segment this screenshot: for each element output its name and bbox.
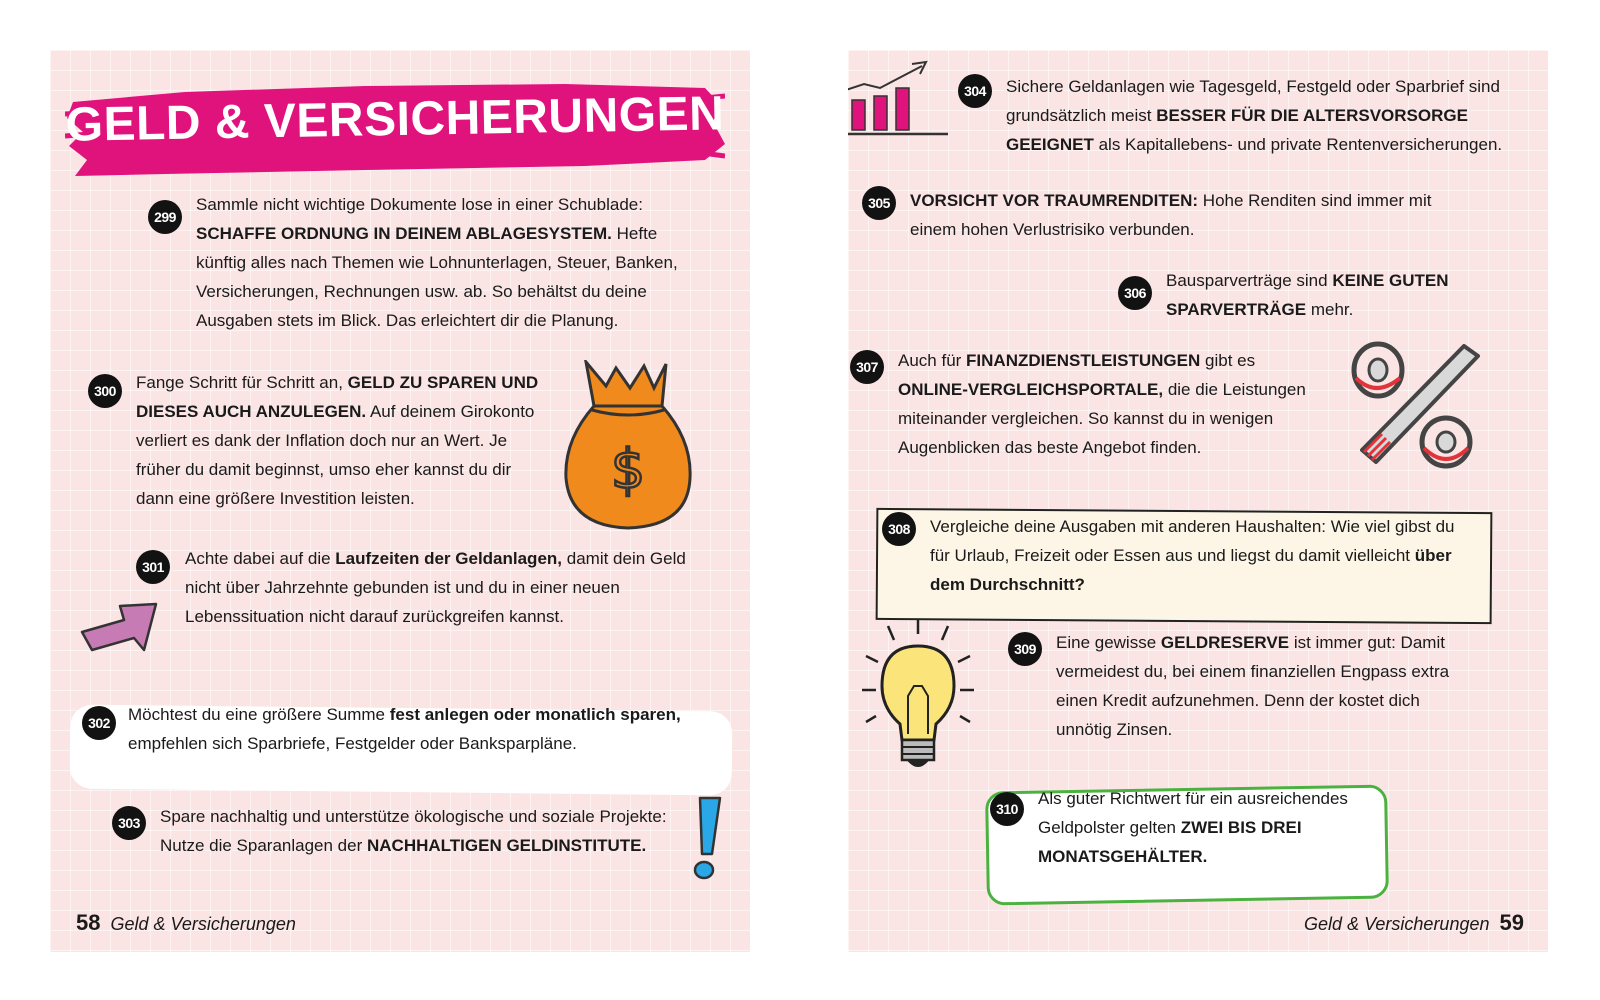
tip-305 [910,186,1450,244]
tip-303-text: Spare nachhaltig und unterstütze ökologische und soziale Projekte: Nutze die Sparanlagen der [160,807,667,855]
running-title: Geld & Versicherungen [110,914,296,934]
tip-299-body: Hefte künftig alles nach Themen wie Lohnunterlagen, Steuer, Banken, Versicherungen, Rechnungen usw. ab. So behältst du deine Ausgaben stets im Blick. Das erleichtert dir die Planung. [196,224,678,330]
tip-309 [1056,628,1476,744]
tip-309-body: ist immer gut: Damit vermeidest du, bei einem finanziellen Engpass extra einen Kredit aufzunehmen. Denn der kostet dich unnötig Zinsen. [1056,633,1450,739]
tip-310-text: Als guter Richtwert für ein ausreichendes Geldpolster gelten [1038,789,1348,837]
tip-305-body: Hohe Renditen sind immer mit einem hohen Verlustrisiko verbunden. [910,191,1432,239]
tip-number-badge: 299 [148,200,182,234]
percent-icon [1346,338,1486,474]
tip-number-badge: 303 [112,806,146,840]
tip-309-text: Eine gewisse [1056,633,1157,652]
right-page [848,50,1548,952]
tip-304 [1006,72,1526,159]
tip-308-text: Vergleiche deine Ausgaben mit anderen Haushalten: Wie viel gibst du für Urlaub, Freizeit oder Essen aus und liegst du damit vielleicht [930,517,1455,565]
tip-number-badge: 301 [136,550,170,584]
tip-310-highlight: ZWEI BIS DREI MONATSGEHÄLTER. [1038,818,1302,866]
chapter-banner [65,74,725,182]
tip-304-body: als Kapitallebens- und private Rentenversicherungen. [1098,135,1503,154]
tip-301-text: Achte dabei auf die [185,549,331,568]
tip-301-highlight: Laufzeiten der Geldanlagen, [335,549,563,568]
growth-chart-icon [848,58,956,138]
arrow-icon [78,598,162,656]
page-number: 59 [1499,910,1524,935]
tip-number-badge: 306 [1118,276,1152,310]
lightbulb-icon [852,616,988,776]
tip-306 [1166,266,1486,324]
tip-300-highlight: GELD ZU SPAREN UND DIESES AUCH ANZULEGEN. [136,373,539,421]
tip-number-badge: 302 [82,706,116,740]
tip-299 [196,190,696,335]
tip-308 [930,512,1470,599]
tip-300-body: Auf deinem Girokonto verliert es dank der Inflation doch nur an Wert. Je früher du damit beginnst, umso eher kannst du dir dann eine größere Investition leisten. [136,402,535,508]
tip-309-highlight: GELDRESERVE [1160,633,1290,652]
tip-301 [185,544,705,631]
tip-number-badge: 309 [1008,632,1042,666]
tip-302-text: Möchtest du eine größere Summe [128,705,386,724]
svg-text:$: $ [610,438,646,501]
tip-301-body: damit dein Geld nicht über Jahrzehnte gebunden ist und du in einer neuen Lebenssituation nicht darauf zurückgreifen kannst. [185,549,686,626]
tip-307-text: Auch für [898,351,962,370]
tip-307-highlight: FINANZDIENSTLEISTUNGEN [966,351,1201,370]
tip-307-highlight-2: ONLINE-VERGLEICHSPORTALE, [898,380,1164,399]
tip-304-highlight: BESSER FÜR DIE ALTERSVORSORGE GEEIGNET [1006,106,1468,154]
tip-304-text: Sichere Geldanlagen wie Tagesgeld, Festgeld oder Sparbrief sind grundsätzlich meist [1006,77,1500,125]
tip-305-highlight: VORSICHT VOR TRAUMRENDITEN: [910,191,1199,210]
tip-300-text: Fange Schritt für Schritt an, [136,373,343,392]
tip-number-badge: 308 [882,512,916,546]
tip-306-body: mehr. [1310,300,1354,319]
left-page [50,50,750,952]
tip-306-highlight: KEINE GUTEN SPARVERTRÄGE [1166,271,1449,319]
tip-300 [136,368,541,513]
tip-302 [128,700,688,758]
tip-number-badge: 300 [88,374,122,408]
tip-310 [1038,784,1368,871]
money-bag-icon [558,360,698,532]
running-title: Geld & Versicherungen [1304,914,1490,934]
page-number: 58 [76,910,101,935]
footer-left [76,910,296,936]
tip-299-text: Sammle nicht wichtige Dokumente lose in einer Schublade: [196,195,643,214]
tip-number-badge: 310 [990,792,1024,826]
tip-307-body: die die Leistungen miteinander vergleichen. So kannst du in wenigen Augenblicken das beste Angebot finden. [898,380,1306,457]
tip-307 [898,346,1310,462]
tip-number-badge: 304 [958,74,992,108]
tip-303 [160,802,685,860]
chapter-title: GELD & VERSICHERUNGEN [65,87,725,152]
tip-299-highlight: SCHAFFE ORDNUNG IN DEINEM ABLAGESYSTEM. [196,224,612,243]
footer-right [1304,910,1524,936]
tip-302-body: empfehlen sich Sparbriefe, Festgelder oder Banksparpläne. [128,734,577,753]
tip-303-highlight: NACHHALTIGEN GELDINSTITUTE. [366,836,647,855]
tip-number-badge: 307 [850,350,884,384]
tip-308-highlight: über dem Durchschnitt? [930,546,1452,594]
tip-302-highlight: fest anlegen oder monatlich sparen, [389,705,681,724]
tip-number-badge: 305 [862,186,896,220]
tip-307-text-mid: gibt es [1205,351,1256,370]
exclamation-icon [686,794,726,884]
tip-306-text: Bausparverträge sind [1166,271,1328,290]
